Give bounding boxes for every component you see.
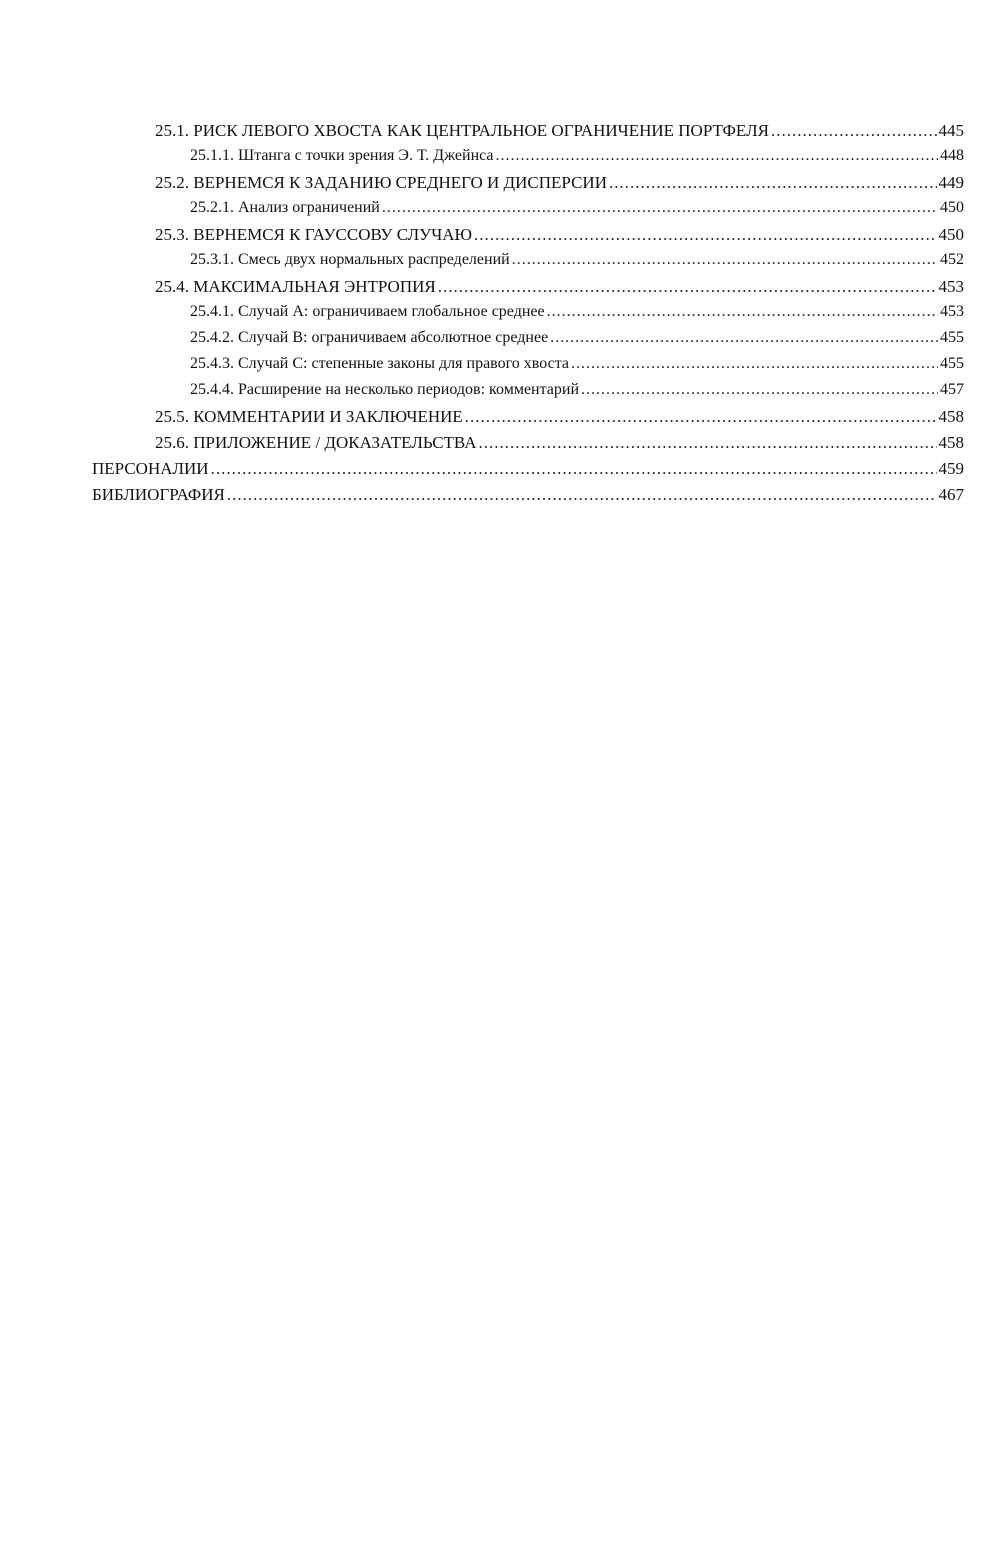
toc-entry[interactable] [0, 121, 1000, 147]
toc-entry-page: 458 [938, 407, 964, 426]
dot-leader [547, 303, 938, 321]
toc-entry-title: 25.2.1. Анализ ограничений [190, 199, 380, 216]
toc-entry-page: 452 [940, 251, 964, 268]
toc-entry-title: БИБЛИОГРАФИЯ [92, 485, 225, 504]
toc-entry-title: 25.6. ПРИЛОЖЕНИЕ / ДОКАЗАТЕЛЬСТВА [155, 433, 477, 452]
toc-entry-title: 25.2. ВЕРНЕМСЯ К ЗАДАНИЮ СРЕДНЕГО И ДИСПЕРСИИ [155, 173, 607, 192]
toc-entry-title: 25.4. МАКСИМАЛЬНАЯ ЭНТРОПИЯ [155, 277, 436, 296]
dot-leader [512, 251, 938, 269]
toc-entry-page: 459 [938, 459, 964, 478]
toc-entry-title: 25.3.1. Смесь двух нормальных распределений [190, 251, 510, 268]
dot-leader [211, 459, 937, 479]
toc-entry[interactable] [0, 381, 1000, 407]
dot-leader [465, 407, 937, 427]
toc-entry[interactable] [0, 225, 1000, 251]
dot-leader [550, 329, 938, 347]
toc-entry-page: 453 [940, 303, 964, 320]
toc-entry-title: 25.4.1. Случай A: ограничиваем глобальное среднее [190, 303, 545, 320]
dot-leader [496, 147, 938, 165]
toc-entry-page: 457 [940, 381, 964, 398]
dot-leader [478, 433, 936, 453]
toc-entry[interactable] [0, 433, 1000, 459]
toc-entry[interactable] [0, 147, 1000, 173]
toc-entry-page: 450 [940, 199, 964, 216]
toc-entry-page: 450 [938, 225, 964, 244]
toc-entry-page: 453 [938, 277, 964, 296]
toc-entry-title: 25.4.2. Случай B: ограничиваем абсолютное среднее [190, 329, 549, 346]
toc-entry-title: ПЕРСОНАЛИИ [92, 459, 209, 478]
toc-entry-page: 445 [938, 121, 964, 140]
toc-entry-title: 25.5. КОММЕНТАРИИ И ЗАКЛЮЧЕНИЕ [155, 407, 463, 426]
toc-entry-page: 449 [938, 173, 964, 192]
dot-leader [581, 381, 938, 399]
dot-leader [609, 173, 937, 193]
dot-leader [227, 485, 937, 505]
toc-entry[interactable] [0, 407, 1000, 433]
toc-entry[interactable] [0, 251, 1000, 277]
toc-entry-title: 25.1. РИСК ЛЕВОГО ХВОСТА КАК ЦЕНТРАЛЬНОЕ ОГРАНИЧЕНИЕ ПОРТФЕЛЯ [155, 121, 769, 140]
toc-entry[interactable] [0, 277, 1000, 303]
toc-entry[interactable] [0, 199, 1000, 225]
dot-leader [571, 355, 938, 373]
toc-entry[interactable] [0, 173, 1000, 199]
toc-entry[interactable] [0, 303, 1000, 329]
toc-entry-page: 458 [938, 433, 964, 452]
table-of-contents [0, 121, 1000, 511]
toc-entry-page: 467 [938, 485, 964, 504]
toc-entry[interactable] [0, 459, 1000, 485]
toc-entry-page: 455 [940, 355, 964, 372]
toc-entry-page: 448 [940, 147, 964, 164]
toc-entry-title: 25.1.1. Штанга с точки зрения Э. Т. Джейнса [190, 147, 494, 164]
toc-entry-title: 25.3. ВЕРНЕМСЯ К ГАУССОВУ СЛУЧАЮ [155, 225, 472, 244]
dot-leader [771, 121, 937, 141]
toc-entry[interactable] [0, 329, 1000, 355]
toc-entry-title: 25.4.3. Случай C: степенные законы для правого хвоста [190, 355, 570, 372]
dot-leader [382, 199, 938, 217]
toc-entry-title: 25.4.4. Расширение на несколько периодов: комментарий [190, 381, 580, 398]
dot-leader [474, 225, 937, 245]
toc-entry-page: 455 [940, 329, 964, 346]
toc-entry[interactable] [0, 355, 1000, 381]
dot-leader [438, 277, 937, 297]
toc-entry[interactable] [0, 485, 1000, 511]
